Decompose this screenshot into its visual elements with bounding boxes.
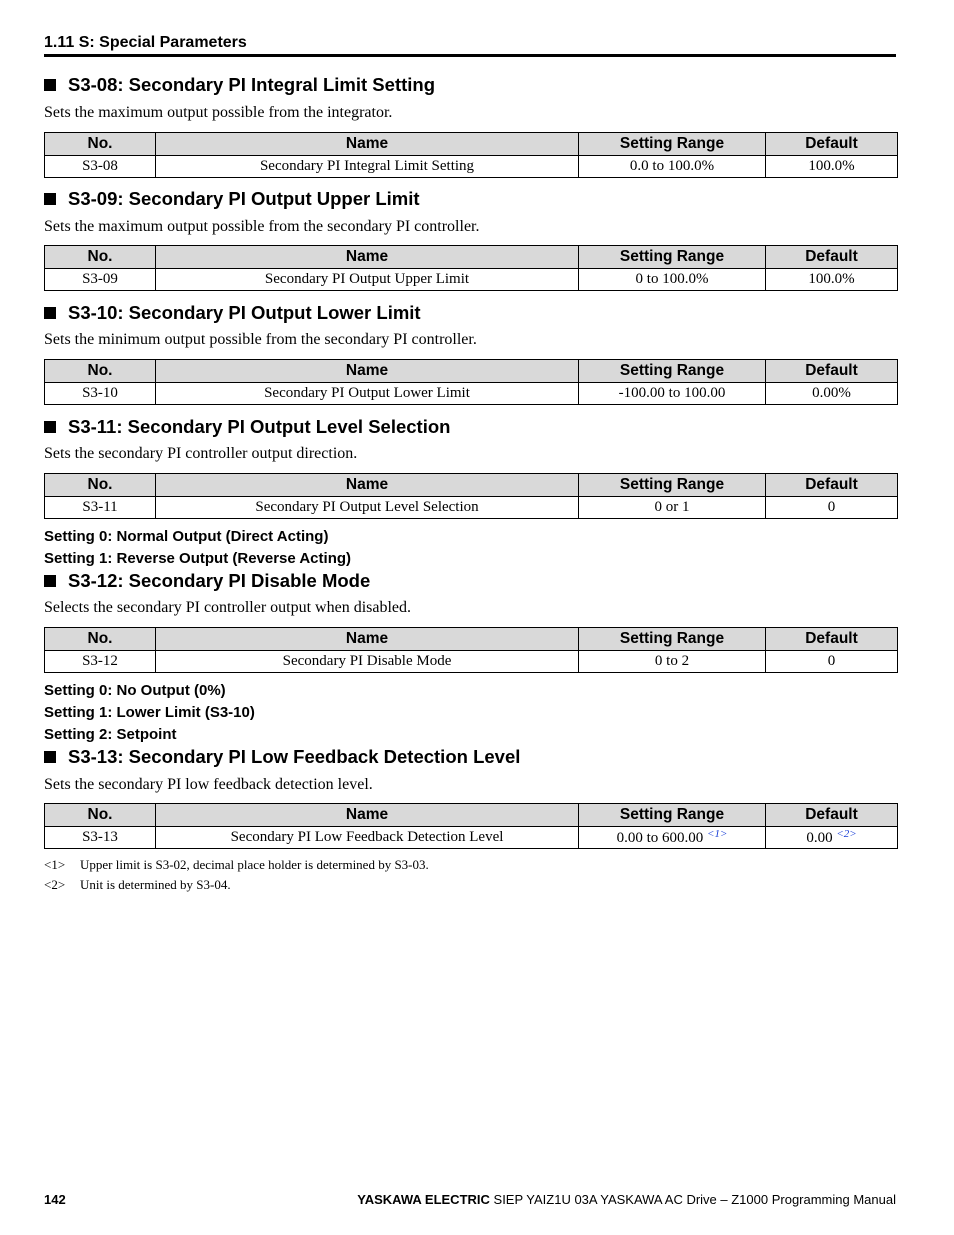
footnote-2 (44, 877, 231, 893)
cell-range (579, 827, 766, 849)
footnote-link-1[interactable]: <1> (707, 828, 728, 840)
section-description: Sets the secondary PI controller output direction. (44, 445, 358, 462)
footnote-mark: <2> (44, 877, 66, 892)
cell-default-value: 0.00 (806, 830, 833, 846)
footnote-link-2[interactable]: <2> (836, 828, 857, 840)
cell-default: 100.0% (766, 269, 898, 291)
col-header-no: No. (45, 360, 156, 383)
cell-name: Secondary PI Integral Limit Setting (156, 156, 579, 178)
table-row (45, 156, 898, 178)
col-header-name: Name (156, 360, 579, 383)
setting-option: Setting 1: Reverse Output (Reverse Acting) (44, 550, 352, 567)
section-description: Sets the maximum output possible from the secondary PI controller. (44, 218, 480, 235)
parameter-table-s3-11 (44, 473, 898, 519)
cell-range: 0.0 to 100.0% (579, 156, 766, 178)
col-header-no: No. (45, 474, 156, 497)
section-bullet-icon (44, 193, 56, 205)
col-header-default: Default (766, 804, 898, 827)
cell-no: S3-12 (45, 651, 156, 673)
cell-range: 0 to 2 (579, 651, 766, 673)
table-header-row (45, 360, 898, 383)
col-header-range: Setting Range (579, 133, 766, 156)
cell-name: Secondary PI Disable Mode (156, 651, 579, 673)
section-bullet-icon (44, 575, 56, 587)
table-header-row (45, 474, 898, 497)
cell-range: 0 to 100.0% (579, 269, 766, 291)
section-heading-text: S3-12: Secondary PI Disable Mode (68, 570, 371, 591)
col-header-no: No. (45, 246, 156, 269)
table-row (45, 497, 898, 519)
parameter-table-s3-10 (44, 359, 898, 405)
col-header-range: Setting Range (579, 804, 766, 827)
cell-name: Secondary PI Low Feedback Detection Level (156, 827, 579, 849)
col-header-no: No. (45, 133, 156, 156)
cell-no: S3-13 (45, 827, 156, 849)
section-heading-text: S3-11: Secondary PI Output Level Selection (68, 416, 451, 437)
cell-range: 0 or 1 (579, 497, 766, 519)
cell-name: Secondary PI Output Level Selection (156, 497, 579, 519)
section-description: Selects the secondary PI controller output when disabled. (44, 599, 412, 616)
footnote-text: Upper limit is S3-02, decimal place holder is determined by S3-03. (80, 857, 429, 872)
parameter-table-s3-12 (44, 627, 898, 673)
cell-default (766, 827, 898, 849)
cell-no: S3-11 (45, 497, 156, 519)
table-header-row (45, 628, 898, 651)
cell-default: 0 (766, 497, 898, 519)
col-header-default: Default (766, 360, 898, 383)
col-header-range: Setting Range (579, 474, 766, 497)
table-row (45, 827, 898, 849)
col-header-range: Setting Range (579, 246, 766, 269)
cell-range: -100.00 to 100.00 (579, 383, 766, 405)
footer-brand: YASKAWA ELECTRIC (357, 1192, 490, 1207)
section-heading-text: S3-08: Secondary PI Integral Limit Setting (68, 74, 436, 95)
col-header-default: Default (766, 133, 898, 156)
section-heading-s3-10 (44, 302, 421, 324)
cell-default: 0 (766, 651, 898, 673)
table-header-row (45, 804, 898, 827)
section-heading-s3-13 (44, 746, 520, 768)
footnote-text: Unit is determined by S3-04. (80, 877, 231, 892)
section-description: Sets the secondary PI low feedback detection level. (44, 776, 373, 793)
section-heading-text: S3-09: Secondary PI Output Upper Limit (68, 188, 420, 209)
section-heading-s3-09 (44, 188, 420, 210)
section-description: Sets the minimum output possible from the secondary PI controller. (44, 331, 477, 348)
table-row (45, 651, 898, 673)
page-number: 142 (44, 1192, 66, 1207)
col-header-default: Default (766, 246, 898, 269)
col-header-default: Default (766, 474, 898, 497)
setting-option: Setting 0: Normal Output (Direct Acting) (44, 528, 329, 545)
cell-default: 0.00% (766, 383, 898, 405)
col-header-name: Name (156, 628, 579, 651)
parameter-table-s3-13 (44, 803, 898, 849)
section-bullet-icon (44, 79, 56, 91)
cell-name: Secondary PI Output Upper Limit (156, 269, 579, 291)
cell-default: 100.0% (766, 156, 898, 178)
cell-no: S3-10 (45, 383, 156, 405)
cell-no: S3-09 (45, 269, 156, 291)
col-header-no: No. (45, 804, 156, 827)
section-heading-text: S3-10: Secondary PI Output Lower Limit (68, 302, 421, 323)
table-header-row (45, 133, 898, 156)
section-heading-s3-11 (44, 416, 450, 438)
setting-option: Setting 2: Setpoint (44, 726, 177, 743)
section-heading-s3-08 (44, 74, 435, 96)
cell-range-value: 0.00 to 600.00 (616, 830, 704, 846)
section-bullet-icon (44, 307, 56, 319)
table-row (45, 269, 898, 291)
section-description: Sets the maximum output possible from the integrator. (44, 104, 393, 121)
footer-doc: SIEP YAIZ1U 03A YASKAWA AC Drive – Z1000 Programming Manual (489, 1192, 896, 1207)
col-header-no: No. (45, 628, 156, 651)
setting-option: Setting 0: No Output (0%) (44, 682, 226, 699)
col-header-default: Default (766, 628, 898, 651)
col-header-range: Setting Range (579, 360, 766, 383)
section-heading-s3-12 (44, 570, 370, 592)
parameter-table-s3-09 (44, 245, 898, 291)
col-header-name: Name (156, 474, 579, 497)
section-heading-text: S3-13: Secondary PI Low Feedback Detection Level (68, 746, 521, 767)
table-row (45, 383, 898, 405)
section-bullet-icon (44, 421, 56, 433)
parameter-table-s3-08 (44, 132, 898, 178)
footnote-mark: <1> (44, 857, 66, 872)
col-header-name: Name (156, 246, 579, 269)
cell-no: S3-08 (45, 156, 156, 178)
running-head: 1.11 S: Special Parameters (44, 34, 896, 57)
col-header-name: Name (156, 804, 579, 827)
col-header-range: Setting Range (579, 628, 766, 651)
col-header-name: Name (156, 133, 579, 156)
setting-option: Setting 1: Lower Limit (S3-10) (44, 704, 255, 721)
table-header-row (45, 246, 898, 269)
footer-document-title (357, 1192, 896, 1207)
footnote-1 (44, 857, 429, 873)
section-bullet-icon (44, 751, 56, 763)
cell-name: Secondary PI Output Lower Limit (156, 383, 579, 405)
